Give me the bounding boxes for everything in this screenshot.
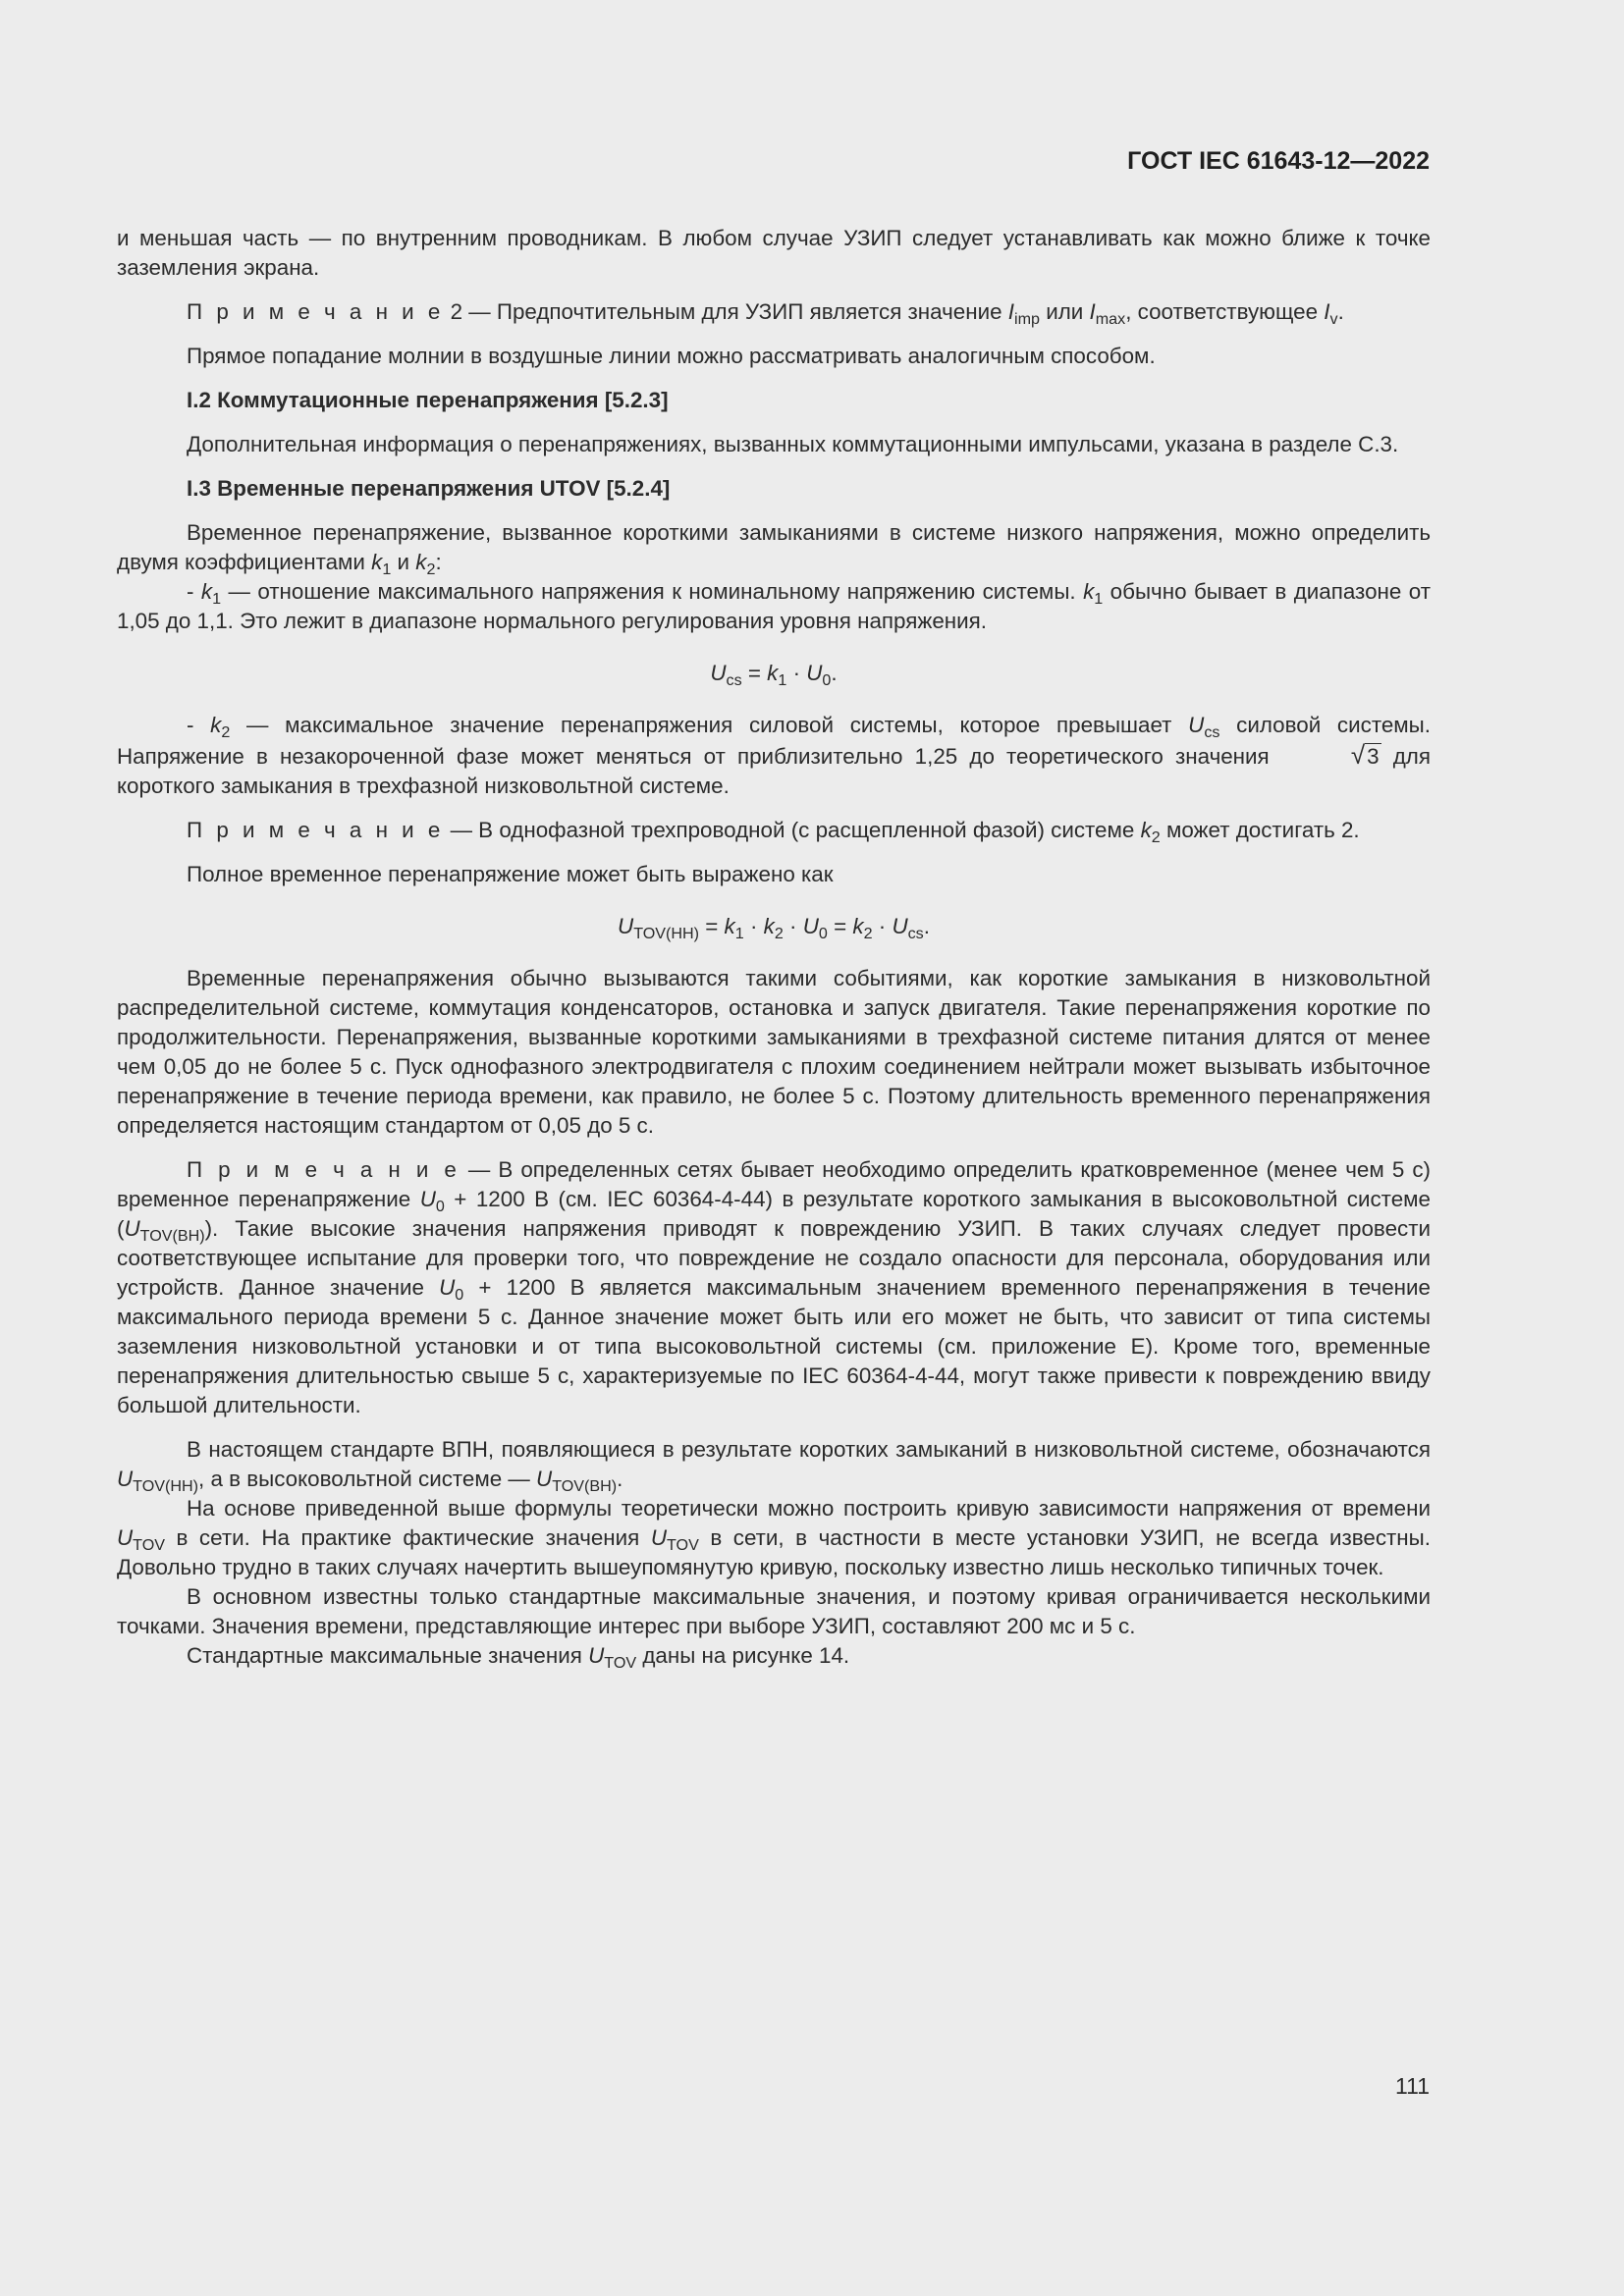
paragraph-continuation: и меньшая часть — по внутренним проводникам. В любом случае УЗИП следует устанавливать как можно ближе к точке заземления экрана. xyxy=(117,226,1431,280)
list-item-k2: - $k_2$ — максимальное значение перенапряжения силовой системы, которое превышает $U_{cs}$ силовой системы. Напряжение в незакороченной фазе может меняться от приблизительно 1,25 до теоретического значения √3 для короткого замыкания в трехфазной низковольтной системе. xyxy=(117,713,1431,798)
paragraph-direct-strike: Прямое попадание молнии в воздушные линии можно рассматривать аналогичным способом. xyxy=(187,344,1156,368)
paragraph-switching: Дополнительная информация о перенапряжениях, вызванных коммутационными импульсами, указана в разделе С.3. xyxy=(187,432,1399,456)
note-high-voltage: П р и м е ч а н и е — В определенных сетях бывает необходимо определить кратковременное (менее чем 5 с) временное перенапряжение $U_0 + 1200$ В (см. IEC 60364-4-44) в результате короткого замыкания в высоковольтной системе $(U_{TOV(ВН)})$. Такие высокие значения напряжения приводят к повреждению УЗИП. В таких случаях следует провести соответствующее испытание для проверки того, что повреждение не создало опасности для персонала, оборудования или устройств. Данное значение $U_0 + 1200$ В является максимальным значением временного перенапряжения в течение максимального периода времени 5 с. Данное значение может быть или его может не быть, что зависит от типа системы заземления низковольтной установки и от типа высоковольтной системы (см. приложение Е). Кроме того, временные перенапряжения длительностью свыше 5 с, характеризуемые по IEC 60364-4-44, могут также привести к повреждению ввиду большой длительности. xyxy=(117,1157,1431,1417)
note-split-phase: П р и м е ч а н и е — В однофазной трехпроводной (с расщепленной фазой) системе $k_2$ может достигать 2. xyxy=(187,818,1360,846)
section-heading-i3: I.3 Временные перенапряжения UTOV [5.2.4] xyxy=(187,476,671,501)
square-root-symbol: √3 xyxy=(1350,740,1380,770)
paragraph-standard-values: В основном известны только стандартные максимальные значения, и поэтому кривая ограничивается несколькими точками. Значения времени, представляющие интерес при выборе УЗИП, составляют 200 мс и 5 с. xyxy=(117,1584,1431,1638)
formula-ucs: $U_{cs} = k_1 \cdot U_0$. xyxy=(710,661,838,689)
paragraph-figure-ref: Стандартные максимальные значения $U_{TOV}$ даны на рисунке 14. xyxy=(187,1643,850,1672)
paragraph-curve: На основе приведенной выше формулы теоретически можно построить кривую зависимости напряжения от времени $U_{TOV}$ в сети. На практике фактические значения $U_{TOV}$ в сети, в частности в месте установки УЗИП, не всегда известны. Довольно трудно в таких случаях начертить вышеупомянутую кривую, поскольку известно лишь несколько типичных точек. xyxy=(117,1496,1431,1579)
paragraph-notation: В настоящем стандарте ВПН, появляющиеся в результате коротких замыканий в низковольтной системе, обозначаются $U_{TOV(НН)}$, а в высоковольтной системе — $U_{TOV(ВН)}$. xyxy=(117,1437,1431,1495)
section-heading-i2: I.2 Коммутационные перенапряжения [5.2.3] xyxy=(187,388,669,412)
list-item-k1: - $k_1$ — отношение максимального напряжения к номинальному напряжению системы. $k_1$ обычно бывает в диапазоне от 1,05 до 1,1. Это лежит в диапазоне нормального регулирования уровня напряжения. xyxy=(117,579,1431,633)
note-2: П р и м е ч а н и е 2 — Предпочтительным для УЗИП является значение $I_{imp}$ или $I_{max}$, соответствующее $I_v$. xyxy=(187,299,1344,328)
paragraph-coefficients: Временное перенапряжение, вызванное короткими замыканиями в системе низкого напряжения, можно определить двумя коэффициентами $k_1$ и $k_2$: xyxy=(117,520,1431,578)
standard-header: ГОСТ IEC 61643-12—2022 xyxy=(1127,147,1430,175)
paragraph-tov-events: Временные перенапряжения обычно вызываются такими событиями, как короткие замыкания в низковольтной распределительной системе, коммутация конденсаторов, остановка и запуск двигателя. Такие перенапряжения короткие по продолжительности. Перенапряжения, вызванные короткими замыканиями в трехфазной системе питания длятся от менее чем 0,05 до не более 5 с. Пуск однофазного электродвигателя с плохим соединением нейтрали может вызывать избыточное перенапряжение в течение периода времени, как правило, не более 5 с. Поэтому длительность временного перенапряжения определяется настоящим стандартом от 0,05 до 5 с. xyxy=(117,966,1431,1138)
paragraph-total-tov: Полное временное перенапряжение может быть выражено как xyxy=(187,862,834,886)
page-number: 111 xyxy=(1395,2073,1430,2099)
page-body xyxy=(117,224,1431,1671)
formula-utov: $U_{TOV(НН)} = k_1 \cdot k_2 \cdot U_0 = k_2 \cdot U_{cs}$. xyxy=(618,914,930,942)
